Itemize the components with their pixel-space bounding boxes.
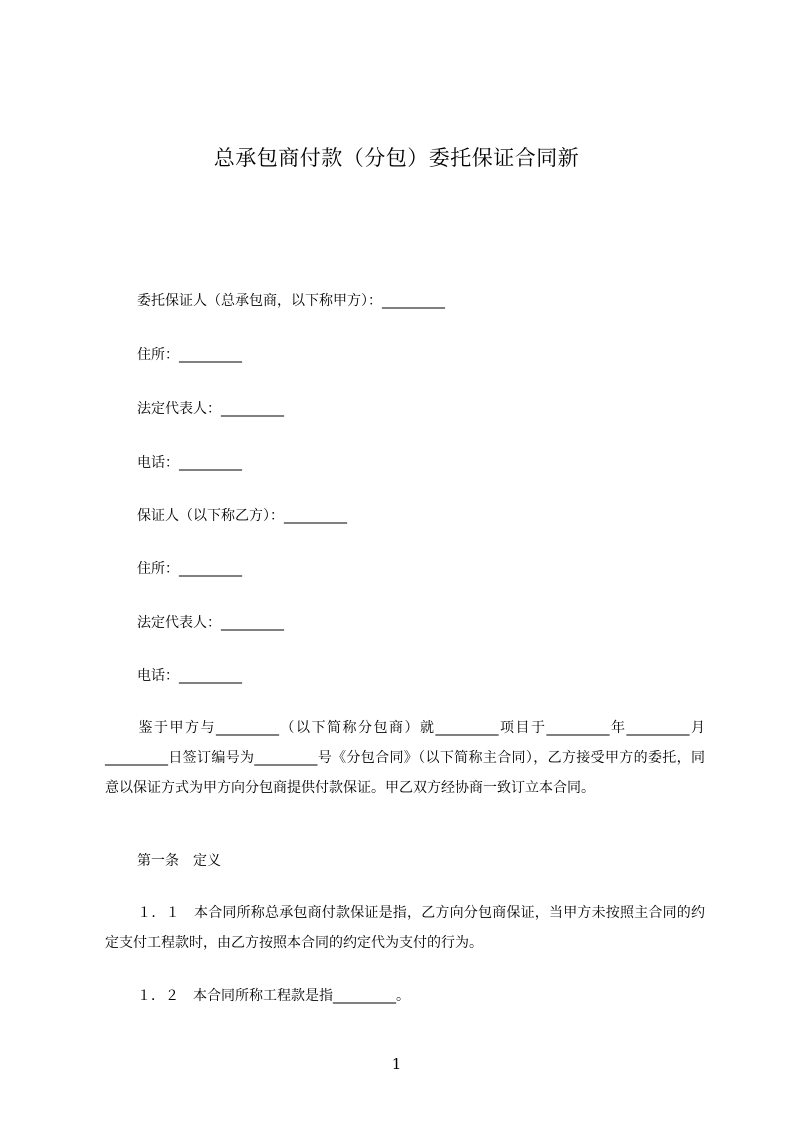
clause-1-2: １．２ 本合同所称工程款是指_________。 — [137, 988, 410, 1004]
entrustor-address-line: 住所：_________ — [137, 347, 242, 363]
guarantor-phone-line: 电话：_________ — [137, 668, 242, 684]
page-number: 1 — [391, 1055, 402, 1073]
entrustor-legal-rep-line: 法定代表人：_________ — [137, 401, 284, 417]
clause-1-1-paragraph — [105, 898, 705, 958]
entrustor-line: 委托保证人（总承包商，以下称甲方）：_________ — [137, 293, 445, 309]
entrustor-phone-line: 电话：_________ — [137, 455, 242, 471]
document-title: 总承包商付款（分包）委托保证合同新 — [213, 146, 580, 170]
guarantor-line: 保证人（以下称乙方）：_________ — [137, 508, 347, 524]
article-1-heading: 第一条 定义 — [137, 853, 221, 869]
guarantor-address-line: 住所：_________ — [137, 561, 242, 577]
recital-text: 鉴于甲方与_________（以下简称分包商）就_________项目于_________年_________月_________日签订编号为_________号《分包合同》（以下简称主合同），乙方接受甲方的委托，同意以保证方式为甲方向分包商提供付款保证。甲乙双方经协商一致订立本合同。 — [105, 720, 705, 796]
clause-1-1-text: １．１ 本合同所称总承包商付款保证是指，乙方向分包商保证，当甲方未按照主合同的约定支付工程款时，由乙方按照本合同的约定代为支付的行为。 — [105, 905, 705, 951]
guarantor-legal-rep-line: 法定代表人：_________ — [137, 615, 284, 631]
recital-paragraph — [105, 713, 705, 803]
